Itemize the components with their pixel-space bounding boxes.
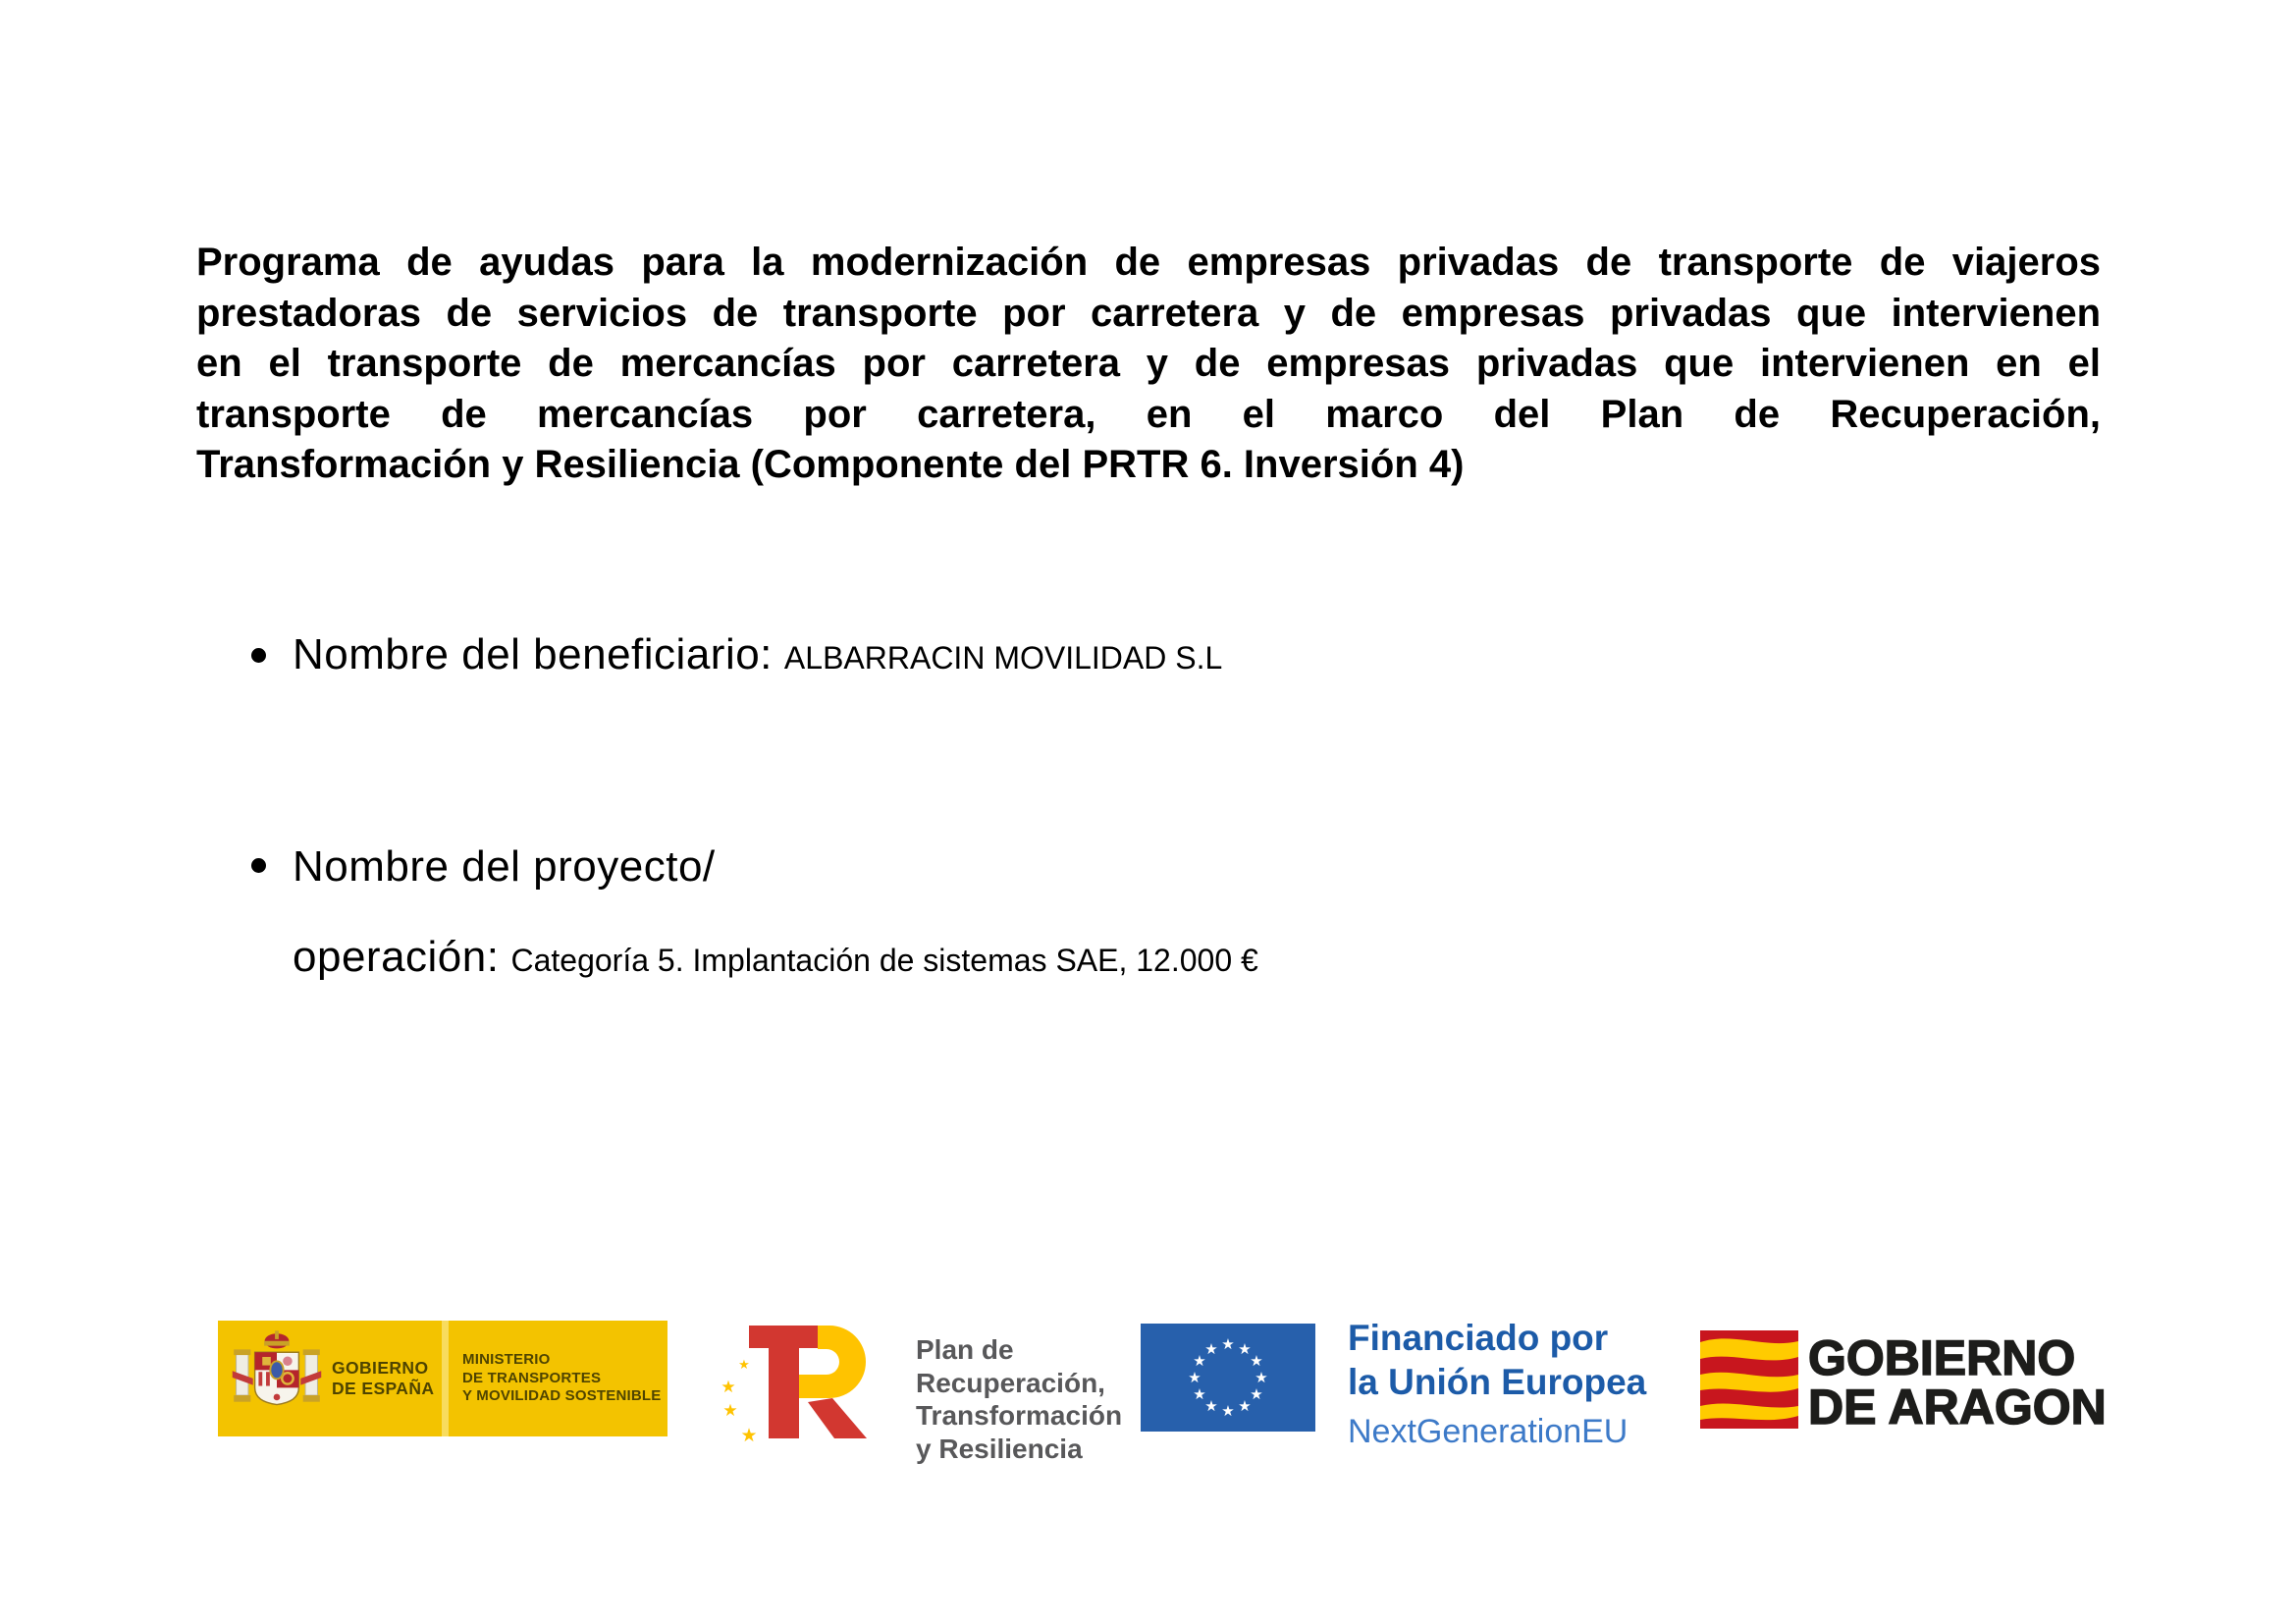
svg-text:★: ★ bbox=[1204, 1398, 1218, 1415]
gobierno-aragon-label bbox=[1808, 1329, 2107, 1435]
title-line-2: prestadoras de servicios de transporte por carretera y de empresas privadas que intervienen bbox=[196, 291, 2101, 335]
aragon-line: DE ARAGON bbox=[1808, 1379, 2107, 1435]
svg-text:★: ★ bbox=[721, 1378, 736, 1396]
svg-text:★: ★ bbox=[1193, 1353, 1206, 1370]
svg-text:★: ★ bbox=[1193, 1386, 1206, 1403]
logo-divider bbox=[442, 1321, 449, 1436]
bullet-icon bbox=[251, 648, 266, 663]
svg-text:★: ★ bbox=[738, 1357, 750, 1372]
prtr-line: y Resiliencia bbox=[916, 1433, 1083, 1464]
ministerio-line: DE TRANSPORTES bbox=[462, 1369, 602, 1386]
bullet-icon bbox=[251, 858, 266, 873]
title-line-4: transporte de mercancías por carretera, en el marco del Plan de Recuperación, bbox=[196, 392, 2101, 436]
ministerio-line: MINISTERIO bbox=[462, 1351, 551, 1369]
svg-text:★: ★ bbox=[1238, 1398, 1252, 1415]
prtr-line: Transformación bbox=[916, 1400, 1123, 1431]
svg-text:★: ★ bbox=[1188, 1370, 1201, 1386]
eu-flag-icon bbox=[1141, 1324, 1315, 1451]
eu-funding-label bbox=[1348, 1316, 1646, 1451]
title-line-3: en el transporte de mercancías por carretera y de empresas privadas que intervienen en el bbox=[196, 342, 2101, 385]
prtr-line: Recuperación, bbox=[916, 1367, 1105, 1398]
eu-funding-logo bbox=[1141, 1318, 1647, 1451]
svg-text:★: ★ bbox=[1221, 1336, 1235, 1353]
svg-text:★: ★ bbox=[1204, 1341, 1218, 1358]
eu-financed-line: Financiado por bbox=[1348, 1318, 1609, 1358]
gobierno-line: DE ESPAÑA bbox=[332, 1379, 435, 1398]
project-label-line1: Nombre del proyecto/ bbox=[293, 842, 716, 891]
project-operation-label: operación: bbox=[293, 933, 500, 981]
beneficiary-item bbox=[293, 630, 1222, 679]
svg-text:★: ★ bbox=[1255, 1370, 1268, 1386]
aragon-line: GOBIERNO bbox=[1808, 1329, 2076, 1385]
ministerio-label bbox=[462, 1351, 661, 1406]
svg-text:★: ★ bbox=[1221, 1403, 1235, 1420]
svg-text:★: ★ bbox=[1250, 1386, 1263, 1403]
spain-coat-of-arms-icon bbox=[228, 1328, 326, 1430]
ministerio-line: Y MOVILIDAD SOSTENIBLE bbox=[462, 1387, 662, 1405]
aragon-stripes-icon bbox=[1700, 1330, 1798, 1434]
gobierno-espana-logo bbox=[218, 1321, 667, 1436]
gobierno-espana-label bbox=[332, 1358, 442, 1399]
svg-text:★: ★ bbox=[722, 1401, 738, 1420]
title-line-5: Transformación y Resiliencia (Componente del PRTR 6. Inversión 4) bbox=[196, 443, 1465, 486]
gobierno-aragon-logo bbox=[1700, 1330, 2107, 1434]
prtr-logo bbox=[717, 1314, 1122, 1465]
beneficiary-label: Nombre del beneficiario: bbox=[293, 630, 773, 678]
project-item bbox=[293, 840, 1258, 994]
prtr-line: Plan de bbox=[916, 1334, 1014, 1365]
prtr-tr-icon bbox=[717, 1314, 898, 1465]
eu-nextgeneration-label: NextGenerationEU bbox=[1348, 1413, 1629, 1450]
gobierno-line: GOBIERNO bbox=[332, 1358, 429, 1378]
title-line-1: Programa de ayudas para la modernización de empresas privadas de transporte de viajeros bbox=[196, 241, 2101, 284]
svg-text:★: ★ bbox=[1250, 1353, 1263, 1370]
svg-text:★: ★ bbox=[740, 1426, 758, 1446]
project-label-line2 bbox=[293, 931, 1258, 994]
project-value: Categoría 5. Implantación de sistemas SAE, 12.000 € bbox=[510, 943, 1258, 978]
eu-financed-line: la Unión Europea bbox=[1348, 1362, 1647, 1402]
beneficiary-value: ALBARRACIN MOVILIDAD S.L bbox=[783, 640, 1223, 676]
prtr-label bbox=[916, 1333, 1122, 1465]
svg-text:★: ★ bbox=[1238, 1341, 1252, 1358]
program-title bbox=[196, 238, 2101, 491]
